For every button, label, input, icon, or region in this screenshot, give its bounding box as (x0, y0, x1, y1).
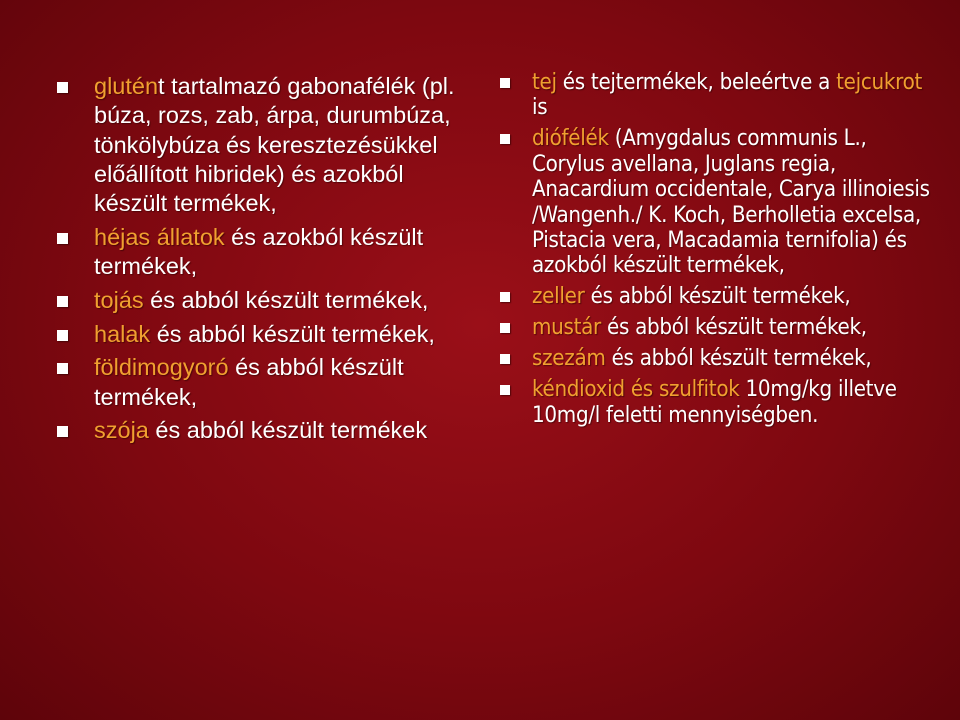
allergen-highlight: szezám (532, 345, 606, 372)
right-allergen-list (494, 70, 934, 434)
item-text: és abból készült termékek (148, 417, 428, 444)
item-text: és tejtermékek, beleértve a (556, 69, 837, 95)
item-text: (Amygdalus communis L., Corylus avellana, Juglans regia, Anacardium occidentale, Carya illinoiesis /Wangenh./ K. Koch, Berholletia excelsa, Pistacia vera, Macadamia ternifolia) és azokból készült termékek, (532, 125, 930, 279)
square-bullet-icon (500, 134, 510, 144)
square-bullet-icon (57, 233, 68, 244)
list-item (494, 377, 934, 428)
item-text: és abból készült termékek, (584, 283, 851, 310)
allergen-highlight: glutén (94, 73, 159, 99)
allergen-highlight: zeller (532, 283, 585, 310)
item-text: és azokból készült termékek, (94, 223, 424, 280)
item-text-secondary: is (532, 94, 548, 121)
square-bullet-icon (57, 82, 68, 93)
allergen-highlight: héjas állatok (94, 223, 225, 250)
allergen-highlight: diófélék (532, 125, 609, 152)
square-bullet-icon (500, 354, 510, 364)
list-item (52, 320, 462, 349)
list-item (52, 72, 462, 218)
allergen-highlight: tojás (94, 286, 144, 313)
list-item (52, 416, 462, 445)
item-text: t tartalmazó gabonafélék (pl. búza, rozs, zab, árpa, durumbúza, tönkölybúza és keresztezésükkel előállított hibridek) és azokból készült termékek, (94, 73, 455, 217)
allergen-highlight: szója (94, 417, 149, 444)
allergen-highlight-secondary: tejcukrot (836, 69, 923, 95)
item-text: és abból készült termékek, (605, 345, 872, 372)
left-allergen-list (52, 72, 462, 450)
allergen-highlight: tej (532, 69, 557, 95)
square-bullet-icon (500, 292, 510, 302)
list-item (52, 223, 462, 282)
allergen-highlight: földimogyoró (94, 354, 229, 381)
allergen-highlight: halak (94, 320, 151, 347)
square-bullet-icon (57, 296, 68, 307)
item-text: és abból készült termékek, (150, 320, 435, 347)
square-bullet-icon (500, 78, 510, 88)
item-text: és abból készült termékek, (600, 314, 867, 341)
square-bullet-icon (500, 323, 510, 333)
list-item (494, 284, 934, 309)
list-item (494, 346, 934, 371)
allergen-highlight: mustár (532, 314, 601, 341)
item-text: és abból készült termékek, (94, 354, 404, 410)
allergen-highlight: kéndioxid és szulfitok (532, 376, 740, 403)
item-text: és abból készült termékek, (143, 286, 429, 313)
list-item (52, 353, 462, 412)
item-text: 10mg/kg illetve 10mg/l feletti mennyiségben. (532, 376, 897, 428)
square-bullet-icon (57, 330, 68, 341)
list-item (494, 126, 934, 278)
square-bullet-icon (500, 385, 510, 395)
list-item (494, 315, 934, 340)
square-bullet-icon (57, 426, 68, 437)
square-bullet-icon (57, 363, 68, 374)
list-item (52, 286, 462, 315)
list-item (494, 70, 934, 121)
